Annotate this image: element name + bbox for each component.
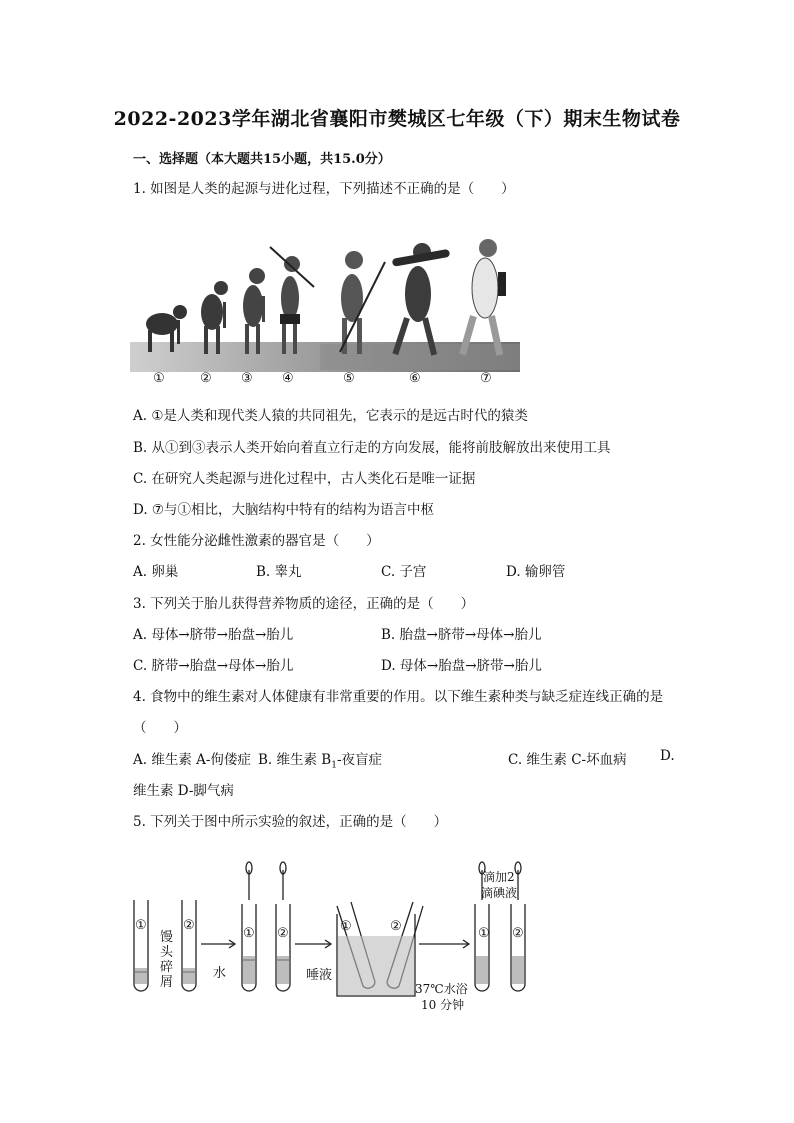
q3-option-d: D. 母体→胎盘→脐带→胎儿 xyxy=(381,658,542,674)
evolution-label-1: ① xyxy=(153,371,165,386)
fig-water-label: 水 xyxy=(213,966,227,981)
fig-tube-1: ① xyxy=(135,918,147,933)
q4-option-c: C. 维生素 C-坏血病 xyxy=(508,752,627,768)
q1-option-c: C. 在研究人类起源与进化过程中，古人类化石是唯一证据 xyxy=(133,471,476,487)
fig-tube-2c: ② xyxy=(390,919,402,934)
fig-saliva-label: 唾液 xyxy=(306,968,333,983)
fig-tube-1b: ① xyxy=(243,926,255,941)
fig-mantou-2: 头 xyxy=(160,945,174,960)
q3-option-b: B. 胎盘→脐带→母体→胎儿 xyxy=(381,627,542,643)
section-heading: 一、选择题（本大题共15小题，共15.0分） xyxy=(133,152,391,167)
fig-tube-1c: ① xyxy=(340,919,352,934)
evolution-label-4: ④ xyxy=(282,371,294,386)
q4-option-a: A. 维生素 A-佝偻症 xyxy=(133,752,251,768)
fig-bath-label: 37℃水浴 xyxy=(415,982,468,996)
q2-option-b: B. 睾丸 xyxy=(256,564,302,580)
q4-option-d-cont: 维生素 D-脚气病 xyxy=(133,783,234,799)
q2-option-c: C. 子宫 xyxy=(381,564,427,580)
q4-option-b-pre: B. 维生素 B xyxy=(258,752,332,768)
evolution-label-3: ③ xyxy=(241,371,253,386)
q5-stem: 5. 下列关于图中所示实验的叙述，正确的是（ ） xyxy=(133,814,448,830)
q4-option-d: D. xyxy=(660,748,675,764)
fig-time-label: 10 分钟 xyxy=(421,998,465,1012)
evolution-label-6: ⑥ xyxy=(409,371,421,386)
human-evolution-figure xyxy=(130,232,520,392)
q2-option-d: D. 输卵管 xyxy=(506,564,566,580)
q1-option-a: A. ①是人类和现代类人猿的共同祖先，它表示的是远古时代的猿类 xyxy=(133,408,528,424)
q1-option-d: D. ⑦与①相比，大脑结构中特有的结构为语言中枢 xyxy=(133,502,435,518)
fig-tube-2: ② xyxy=(183,918,195,933)
fig-mantou-3: 碎 xyxy=(160,960,174,975)
q3-stem: 3. 下列关于胎儿获得营养物质的途径，正确的是（ ） xyxy=(133,596,475,612)
fig-mantou-1: 馒 xyxy=(160,930,174,945)
q1-option-b: B. 从①到③表示人类开始向着直立行走的方向发展，能将前肢解放出来使用工具 xyxy=(133,440,611,456)
page-title: 2022-2023学年湖北省襄阳市樊城区七年级（下）期末生物试卷 xyxy=(113,108,681,130)
fig-mantou-4: 屑 xyxy=(160,975,174,990)
q4-option-b xyxy=(258,748,382,771)
q3-option-c: C. 脐带→胎盘→母体→胎儿 xyxy=(133,658,294,674)
q3-option-a: A. 母体→脐带→胎盘→胎儿 xyxy=(133,627,294,643)
fig-tube-2b: ② xyxy=(277,926,289,941)
q2-stem: 2. 女性能分泌雌性激素的器官是（ ） xyxy=(133,533,380,549)
evolution-label-5: ⑤ xyxy=(343,371,355,386)
q2-option-a: A. 卵巢 xyxy=(133,564,179,580)
fig-iodine-1: 滴加2 xyxy=(483,870,515,884)
q4-option-b-post: -夜盲症 xyxy=(336,752,383,768)
evolution-label-7: ⑦ xyxy=(480,371,492,386)
fig-tube-2d: ② xyxy=(512,926,524,941)
q4-stem: 4. 食物中的维生素对人体健康有非常重要的作用。以下维生素种类与缺乏症连线正确的是 xyxy=(133,689,664,705)
q4-stem-cont: （ ） xyxy=(133,720,187,736)
q4-option-b-sub: 1 xyxy=(331,760,337,771)
fig-tube-1d: ① xyxy=(478,926,490,941)
fig-iodine-2: 滴碘液 xyxy=(481,886,518,900)
evolution-label-2: ② xyxy=(200,371,212,386)
q1-stem: 1. 如图是人类的起源与进化过程，下列描述不正确的是（ ） xyxy=(133,181,515,197)
